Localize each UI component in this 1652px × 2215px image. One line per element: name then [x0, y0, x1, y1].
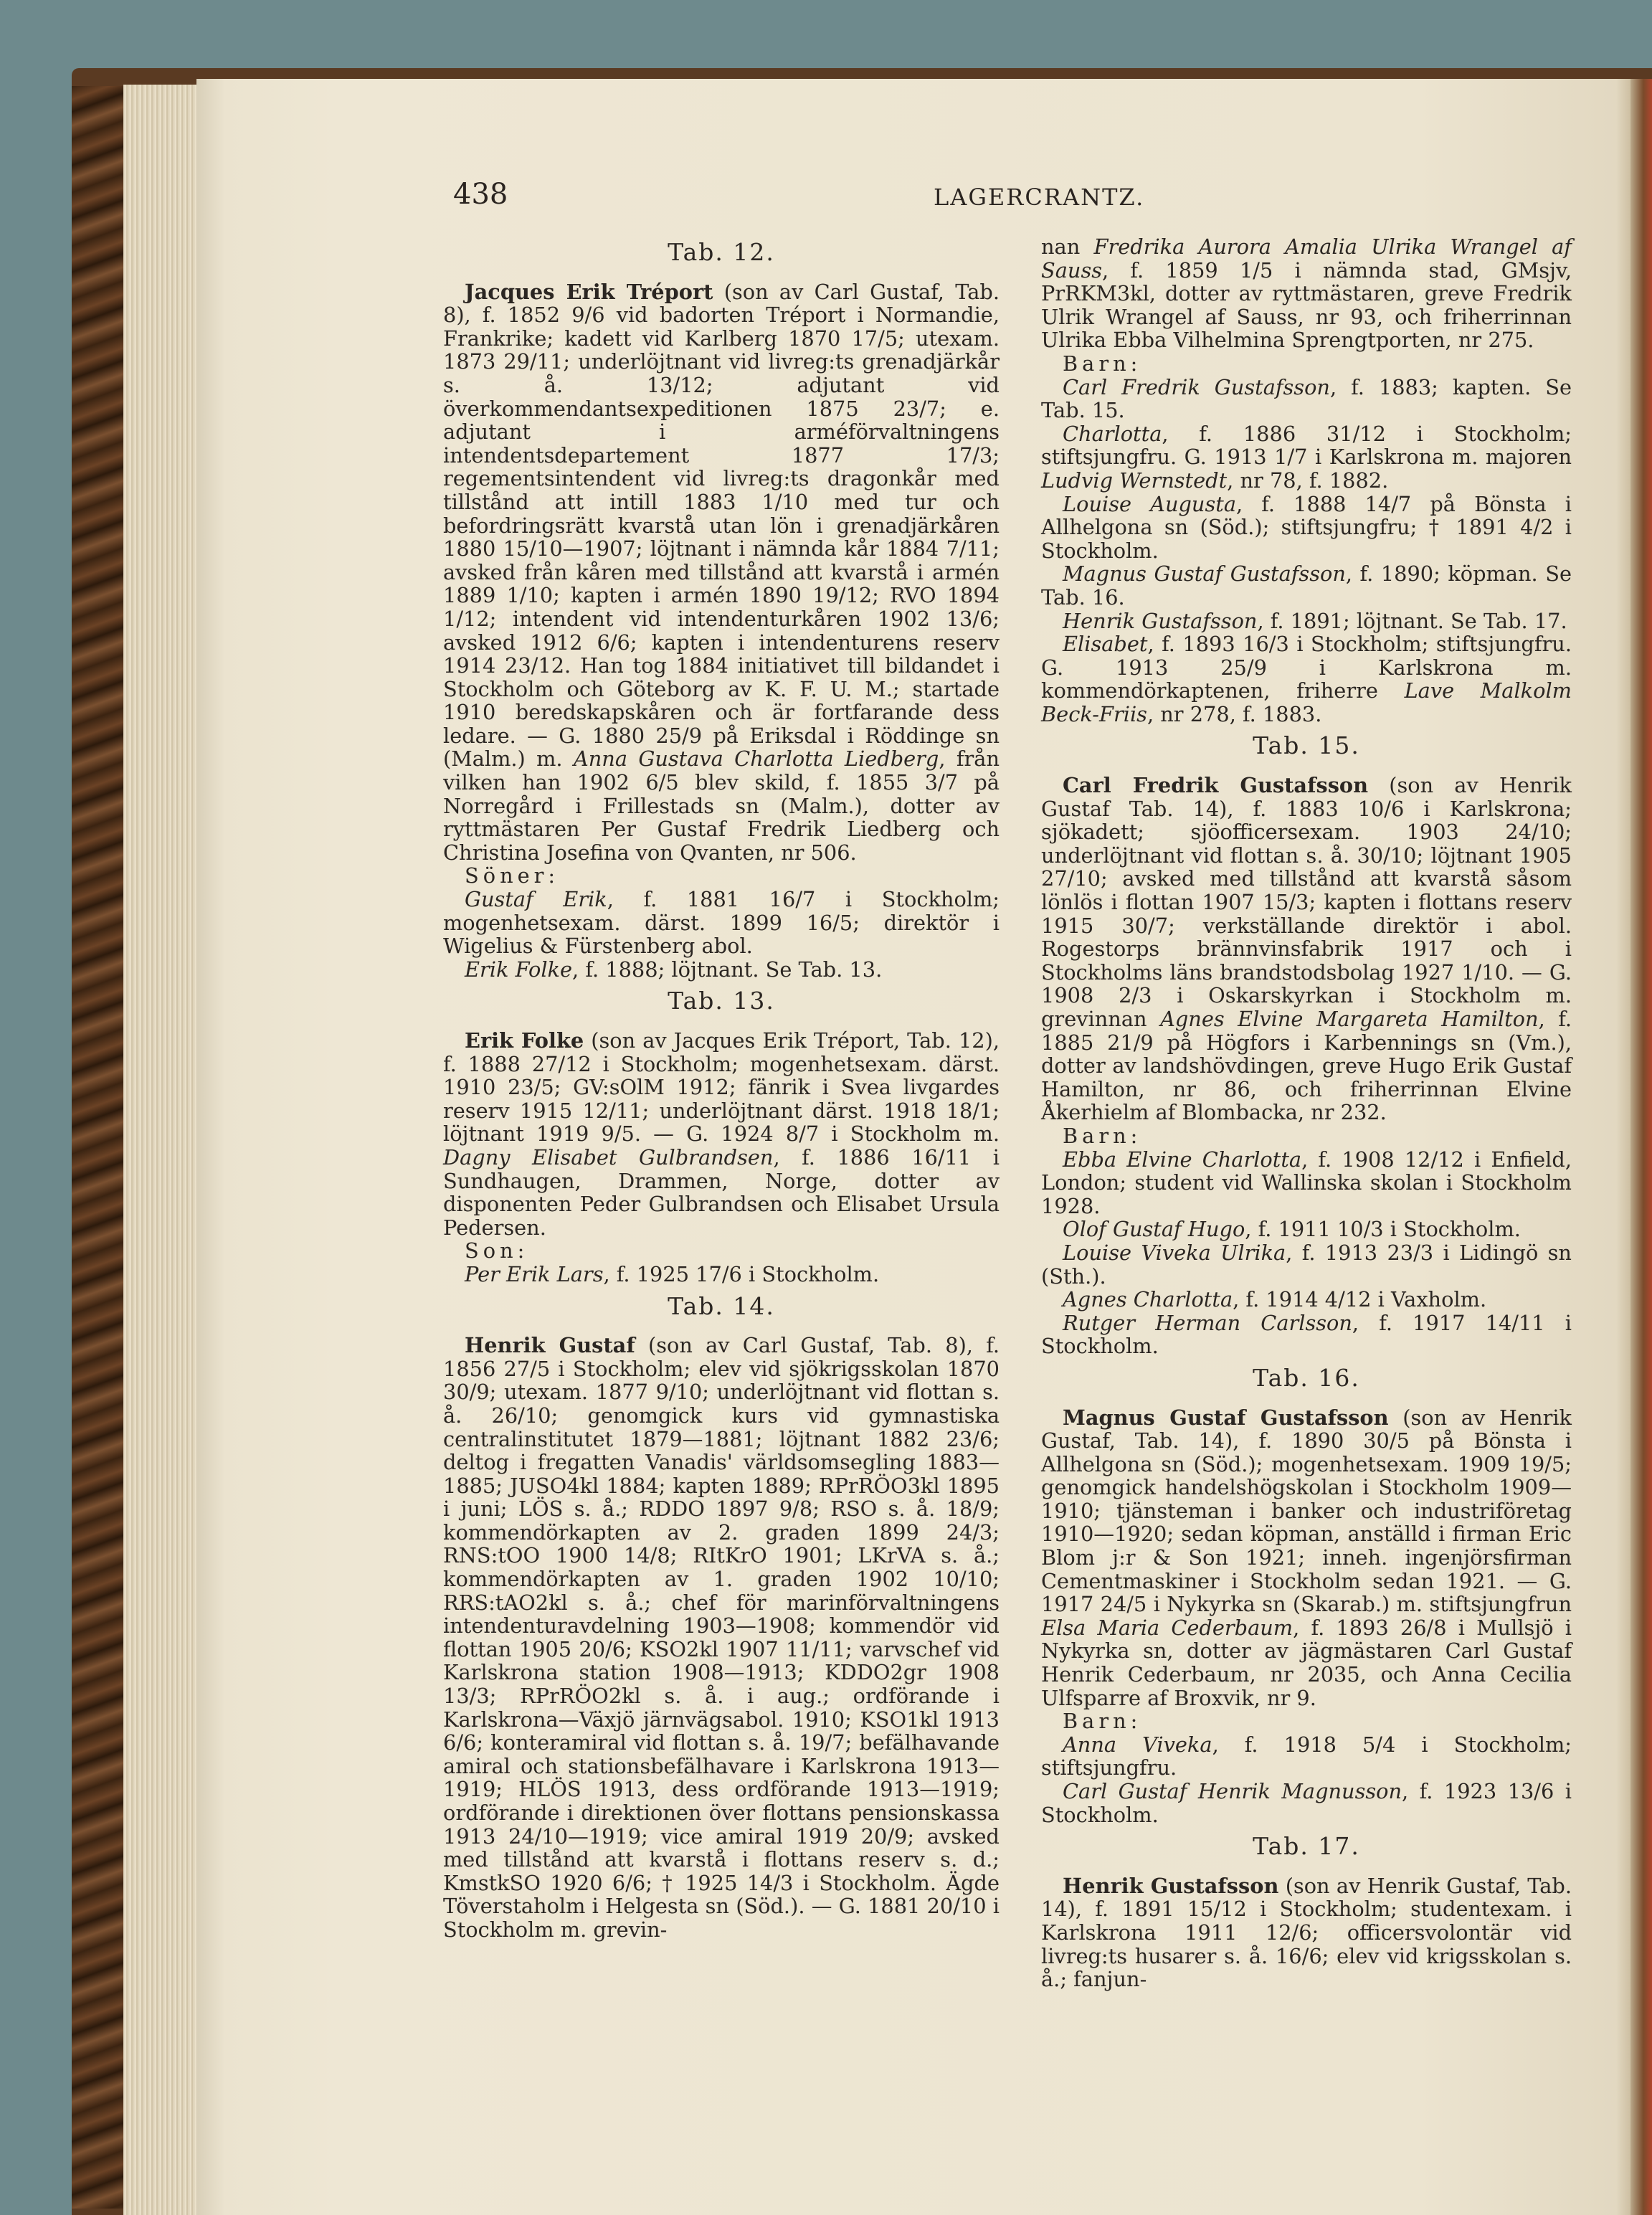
tab-17-heading: Tab. 17. [1253, 1832, 1360, 1861]
spouse-name: Anna Gustava Charlotta Liedberg [573, 746, 939, 772]
child-entry [1041, 1218, 1572, 1241]
entry-text: (son av Henrik Gustaf, Tab. 14), f. 1890 30/5 på Bönsta i Allhelgona sn (Söd.); mogenhetsexam. 1909 19/5; genomgick handelshögskolan i Stockholm 1909—1910; tjänsteman i banker och industriföretag 1910—1920; sedan köpman, anställd i firman Eric Blom j:r & Son 1921; inneh. ingenjörsfirman Cementmaskiner i Stockholm sedan 1921. — G. 1917 24/5 i Nykyrka sn (Skarab.) m. stiftsjungfrun [1041, 1405, 1572, 1617]
tab-13-entry [443, 1029, 1000, 1239]
child-text: , f. 1881 16/7 i Stockholm; mogenhetsexam. därst. 1899 16/5; direktör i Wigelius & Fürstenberg abol. [443, 887, 1000, 959]
page-number: 438 [453, 178, 508, 211]
child-name: Louise Augusta [1063, 491, 1236, 516]
child-text-tail: , nr 278, f. 1883. [1147, 701, 1322, 726]
tab-16-entry [1041, 1406, 1572, 1710]
person-name: Erik Folke [465, 1028, 584, 1053]
child-entry [1041, 1780, 1572, 1826]
tab-15-heading: Tab. 15. [1253, 731, 1360, 760]
child-text: , f. 1908 12/12 i Enfield, London; student vid Wallinska skolan i Stockholm 1928. [1041, 1147, 1572, 1218]
tab-12-heading: Tab. 12. [668, 238, 775, 266]
child-text: , f. 1911 10/3 i Stockholm. [1245, 1217, 1521, 1242]
child-text: , f. 1925 17/6 i Stockholm. [603, 1261, 880, 1286]
spouse-name: Elsa Maria Cederbaum [1041, 1615, 1293, 1640]
left-column [443, 237, 1000, 1942]
child-text-tail: , nr 78, f. 1882. [1227, 468, 1389, 493]
person-name: Jacques Erik Tréport [465, 279, 713, 304]
entry-text: nan [1041, 234, 1094, 259]
person-name: Carl Fredrik Gustafsson [1063, 773, 1369, 798]
child-text: , f. 1914 4/12 i Vaxholm. [1233, 1287, 1487, 1312]
right-column [1041, 235, 1572, 1991]
spouse-name: Dagny Elisabet Gulbrandsen [443, 1144, 774, 1170]
child-text: , f. 1888; löjtnant. Se Tab. 13. [572, 957, 883, 982]
child-entry [443, 958, 1000, 982]
child-name: Charlotta [1063, 421, 1162, 446]
entry-text-tail: , f. 1885 21/9 på Högfors i Karbennings sn (Vm.), dotter av landshövdingen, greve Hugo Erik Gustaf Hamilton, nr 86, och friherrinnan Elvine Åkerhielm af Blombacka, nr 232. [1041, 1007, 1572, 1125]
tab-14-entry [443, 1334, 1000, 1941]
child-name: Elisabet [1063, 632, 1148, 657]
child-text: , f. 1923 13/6 i Stockholm. [1041, 1779, 1572, 1827]
tab-16-heading: Tab. 16. [1253, 1363, 1360, 1392]
children-label: Barn: [1063, 1123, 1142, 1148]
tab-14-heading: Tab. 14. [668, 1291, 775, 1320]
entry-text: (son av Henrik Gustaf, Tab. 14), f. 1891 15/12 i Stockholm; studentexam. i Karlskrona 1911 12/6; officersvolontär vid livreg:ts husarer s. å. 16/6; elev vid krigsskolan s. å.; fanjun- [1041, 1873, 1572, 1992]
child-entry [1041, 1148, 1572, 1218]
child-entry [1041, 493, 1572, 563]
child-name: Olof Gustaf Hugo [1063, 1217, 1245, 1242]
entry-text-tail: , f. 1893 26/8 i Mullsjö i Nykyrka sn, dotter av jägmästaren Carl Gustaf Henrik Cederbaum, nr 2035, och Anna Cecilia Ulfsparre af Broxvik, nr 9. [1041, 1615, 1572, 1710]
adjacent-page-edge [1630, 79, 1652, 2215]
child-name: Ebba Elvine Charlotta [1063, 1147, 1302, 1172]
entry-text: (son av Carl Gustaf, Tab. 8), f. 1852 9/6 vid badorten Tréport i Normandie, Frankrike; kadett vid Karlberg 1870 17/5; utexam. 1873 29/11; underlöjtnant vid livreg:ts grenadjärkår s. å. 13/12; adjutant vid överkommendantsexpeditionen 1875 23/7; e. adjutant i arméförvaltningens intendentsdepartement 1877 17/3; regementsintendent vid livreg:ts dragonkår med tillstånd att intill 1883 1/10 med tur och befordringsrätt kvarstå utan lön i grenadjärkåren 1880 15/10—1907; löjtnant i nämnda kår 1884 7/11; avsked från kåren med tillstånd att kvarstå i armén 1889 1/10; kapten i armén 1890 19/12; RVO 1894 1/12; intendent vid intendenturkåren 1902 13/6; avsked 1912 6/6; kapten i intendenturens reserv 1914 23/12. Han tog 1884 initiativet till bildandet i Stockholm och Göteborg av K. F. U. M.; startade 1910 beredskapskåren och är fortfarande dess ledare. — G. 1880 25/9 på Eriksdal i Röddinge sn (Malm.) m. [443, 279, 1000, 772]
tab-13-heading: Tab. 13. [668, 987, 775, 1015]
entry-text-tail: , f. 1886 16/11 i Sundhaugen, Drammen, Norge, dotter av disponenten Peder Gulbrandsen och Elisabet Ursula Pedersen. [443, 1144, 1000, 1240]
child-entry [1041, 1312, 1572, 1358]
sons-label: Söner: [465, 863, 560, 888]
child-entry [443, 888, 1000, 958]
child-entry [1041, 1288, 1572, 1312]
spouse-name: Fredrika Aurora Amalia Ulrika Wrangel af Sauss [1041, 234, 1572, 283]
tab-17-entry [1041, 1874, 1572, 1991]
child-text: , f. 1917 14/11 i Stockholm. [1041, 1310, 1572, 1359]
child-entry [1041, 376, 1572, 422]
spouse-name: Agnes Elvine Margareta Hamilton [1160, 1007, 1539, 1031]
child-text: , f. 1888 14/7 på Bönsta i Allhelgona sn (Söd.); stiftsjungfru; † 1891 4/2 i Stockholm. [1041, 491, 1572, 563]
child-name: Agnes Charlotta [1063, 1287, 1233, 1312]
child-entry [1041, 562, 1572, 609]
child-text: , f. 1893 16/3 i Stockholm; stiftsjungfru. G. 1913 25/9 i Karlskrona m. kommendörkaptenen, friherre [1041, 632, 1572, 703]
marbled-cover-edge [72, 86, 123, 2209]
child-text: , f. 1918 5/4 i Stockholm; stiftsjungfru. [1041, 1732, 1572, 1780]
child-entry [1041, 1241, 1572, 1288]
tab-12-entry [443, 280, 1000, 865]
child-entry [1041, 610, 1572, 633]
child-text: , f. 1890; köpman. Se Tab. 16. [1041, 561, 1572, 610]
son-label: Son: [465, 1238, 529, 1263]
continued-entry [1041, 235, 1572, 352]
child-entry [1041, 632, 1572, 726]
child-name: Henrik Gustafsson [1063, 608, 1258, 633]
child-name: Anna Viveka [1063, 1732, 1212, 1757]
child-text: , f. 1891; löjtnant. Se Tab. 17. [1257, 608, 1567, 633]
spouse-name: Ludvig Wernstedt [1041, 468, 1228, 493]
child-name: Rutger Herman Carlsson [1063, 1310, 1352, 1335]
child-name: Carl Fredrik Gustafsson [1063, 374, 1330, 399]
child-name: Carl Gustaf Henrik Magnusson [1063, 1779, 1402, 1803]
child-name: Louise Viveka Ulrika [1063, 1240, 1286, 1265]
child-text: , f. 1883; kapten. Se Tab. 15. [1041, 374, 1572, 423]
children-label: Barn: [1063, 351, 1142, 376]
page-stack-edges [123, 85, 198, 2215]
child-entry [443, 1263, 1000, 1286]
person-name: Henrik Gustafsson [1063, 1873, 1279, 1898]
entry-text-tail: , från vilken han 1902 6/5 blev skild, f. 1855 3/7 på Norregård i Frillestads sn (Malm.), dotter av ryttmästaren Per Gustaf Fredrik Liedberg och Christina Josefina von Qvanten, nr 506. [443, 746, 1000, 865]
child-name: Gustaf Erik [465, 887, 607, 912]
person-name: Henrik Gustaf [465, 1333, 635, 1358]
child-name: Erik Folke [465, 957, 573, 982]
running-head: LAGERCRANTZ. [934, 184, 1145, 211]
child-entry [1041, 1733, 1572, 1780]
entry-text: (son av Jacques Erik Tréport, Tab. 12), f. 1888 27/12 i Stockholm; mogenhetsexam. därst. 1910 23/5; GV:sOlM 1912; fänrik i Svea livgardes reserv 1915 12/11; underlöjtnant därst. 1918 18/1; löjtnant 1919 9/5. — G. 1924 8/7 i Stockholm m. [443, 1028, 1000, 1147]
entry-text: (son av Carl Gustaf, Tab. 8), f. 1856 27/5 i Stockholm; elev vid sjökrigsskolan 1870 30/9; utexam. 1877 9/10; underlöjtnant vid flottan s. å. 26/10; genomgick kurs vid gymnastiska centralinstitutet 1879—1881; löjtnant 1882 23/6; deltog i fregatten Vanadis' världsomsegling 1883—1885; JUSO4kl 1884; kapten 1889; RPrRÖO3kl 1895 i juni; LÖS s. å.; RDDO 1897 9/8; RSO s. å. 18/9; kommendörkapten av 2. graden 1899 24/3; RNS:tOO 1900 14/8; RItKrO 1901; LKrVA s. å.; kommendörkapten av 1. graden 1902 10/10; RRS:tAO2kl s. å.; chef för marinförvaltningens intendenturavdelning 1903—1908; kommendör vid flottan 1905 20/6; KSO2kl 1907 11/11; varvschef vid Karlskrona station 1908—1913; KDDO2gr 1908 13/3; RPrRÖO2kl s. å. i aug.; ordförande i Karlskrona—Växjö järnvägsabol. 1910; KSO1kl 1913 6/6; konteramiral vid flottan s. å. 19/7; befälhavande amiral och stationsbefälhavare i Karlskrona 1913—1919; HLÖS 1913, dess ordförande 1913—1919; ordförande i direktionen över flottans pensionskassa 1913 24/10—1919; vice amiral 1919 20/9; avsked med tillstånd att kvarstå i flottans reserv s. d.; KmstkSO 1920 6/6; † 1925 14/3 i Stockholm. Ägde Töverstaholm i Helgesta sn (Söd.). — G. 1881 20/10 i Stockholm m. grevin- [443, 1333, 1000, 1942]
person-name: Magnus Gustaf Gustafsson [1063, 1405, 1389, 1430]
children-label: Barn: [1063, 1709, 1142, 1734]
child-name: Per Erik Lars [465, 1261, 604, 1286]
child-text: , f. 1913 23/3 i Lidingö sn (Sth.). [1041, 1240, 1572, 1289]
spouse-name: Lave Malkolm Beck-Friis [1041, 678, 1572, 726]
entry-text: (son av Henrik Gustaf Tab. 14), f. 1883 10/6 i Karlskrona; sjökadett; sjöofficersexam. 1903 24/10; underlöjtnant vid flottan s. å. 30/10; löjtnant 1905 27/10; avsked med tillstånd att kvarstå såsom lönlös i flottan 1907 15/3; kapten i flottans reserv 1915 30/7; verkställande direktör i abol. Rogestorps brännvinsfabrik 1917 och i Stockholms läns brandstodsbolag 1927 1/10. — G. 1908 2/3 i Oskarskyrkan i Stockholm m. grevinnan [1041, 773, 1572, 1031]
child-entry [1041, 422, 1572, 493]
child-text: , f. 1886 31/12 i Stockholm; stiftsjungfru. G. 1913 1/7 i Karlskrona m. majoren [1041, 421, 1572, 470]
entry-text-tail: , f. 1859 1/5 i nämnda stad, GMsjv, PrRKM3kl, dotter av ryttmästaren, greve Fredrik Ulrik Wrangel af Sauss, nr 93, och friherrinnan Ulrika Ebba Vilhelmina Sprengtporten, nr 275. [1041, 257, 1572, 353]
tab-15-entry [1041, 774, 1572, 1124]
child-name: Magnus Gustaf Gustafsson [1063, 561, 1346, 587]
